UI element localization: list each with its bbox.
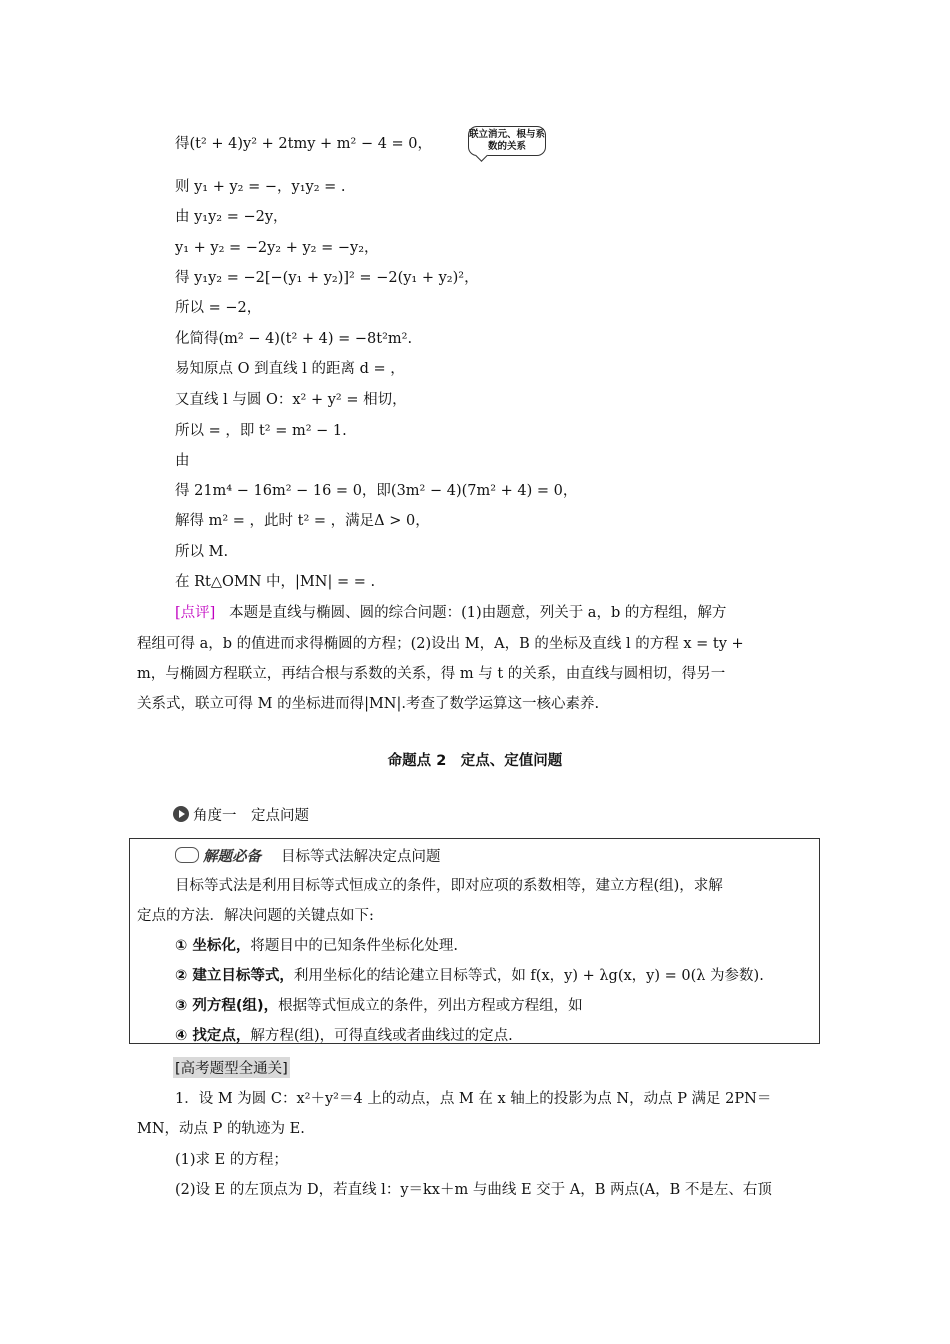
derivation-line: 所以 M. — [175, 544, 229, 560]
method-step-1 — [175, 936, 458, 956]
method-intro: 目标等式法是利用目标等式恒成立的条件，即对应项的系数相等，建立方程(组)，求解 — [175, 878, 723, 894]
play-icon — [173, 806, 189, 822]
derivation-line: 解得 m² = ，此时 t² = ，满足Δ > 0， — [175, 513, 430, 529]
method-step-3 — [175, 996, 583, 1016]
method-step-2 — [175, 966, 764, 986]
hand-icon — [175, 847, 199, 863]
section-title: 命题点 2 定点、定值问题 — [387, 753, 563, 769]
problem-line: MN，动点 P 的轨迹为 E. — [137, 1121, 305, 1137]
derivation-line: 所以 = ，即 t² = m² − 1. — [175, 423, 347, 439]
derivation-line: 由 — [175, 453, 190, 469]
angle-label: 角度一 定点问题 — [193, 808, 309, 824]
method-intro: 定点的方法．解决问题的关键点如下: — [137, 908, 374, 924]
angle-heading — [173, 804, 309, 825]
step-text: 将题目中的已知条件坐标化处理. — [250, 938, 458, 954]
derivation-line: 又直线 l 与圆 O：x² + y² = 相切， — [175, 392, 407, 408]
method-step-4 — [175, 1026, 513, 1046]
derivation-line: 则 y₁ + y₂ = −，y₁y₂ = . — [175, 179, 346, 195]
step-key: ② 建立目标等式， — [175, 968, 294, 984]
comment-text: 本题是直线与椭圆、圆的综合问题：(1)由题意，列关于 a，b 的方程组，解方 — [229, 605, 727, 621]
derivation-line: 在 Rt△OMN 中，|MN| = = . — [175, 574, 376, 590]
problem-question: (2)设 E 的左顶点为 D，若直线 l：y＝kx＋m 与曲线 E 交于 A，B 两点(A，B 不是左、右顶 — [175, 1182, 772, 1198]
derivation-line: 易知原点 O 到直线 l 的距离 d = ， — [175, 361, 405, 377]
method-box-header — [175, 845, 441, 866]
method-title: 目标等式法解决定点问题 — [281, 849, 441, 865]
comment-line: 关系式，联立可得 M 的坐标进而得|MN|.考查了数学运算这一核心素养. — [137, 696, 600, 712]
step-text: 利用坐标化的结论建立目标等式，如 f(x，y) + λg(x，y) = 0(λ 为参数). — [293, 968, 764, 984]
method-badge: 解题必备 — [203, 849, 261, 865]
comment-first-line — [175, 603, 726, 623]
comment-line: 程组可得 a，b 的值进而求得椭圆的方程；(2)设出 M，A，B 的坐标及直线 l 的方程 x = ty + — [137, 636, 744, 652]
derivation-line: 得 21m⁴ − 16m² − 16 = 0，即(3m² − 4)(7m² + 4) = 0， — [175, 483, 578, 499]
problem-question: (1)求 E 的方程； — [175, 1152, 288, 1168]
derivation-line: 所以 = −2， — [175, 300, 262, 316]
step-text: 解方程(组)，可得直线或者曲线过的定点. — [250, 1028, 513, 1044]
derivation-line: 得(t² + 4)y² + 2tmy + m² − 4 = 0， — [175, 136, 433, 152]
step-key: ④ 找定点， — [175, 1028, 251, 1044]
derivation-line: 由 y₁y₂ = −2y， — [175, 209, 288, 225]
derivation-line: 化简得(m² − 4)(t² + 4) = −8t²m². — [175, 331, 413, 347]
comment-line: m，与椭圆方程联立，再结合根与系数的关系，得 m 与 t 的关系，由直线与圆相切，得另一 — [137, 666, 726, 682]
derivation-line: y₁ + y₂ = −2y₂ + y₂ = −y₂， — [175, 240, 379, 256]
step-key: ③ 列方程(组)， — [175, 998, 279, 1014]
callout-bubble: 联立消元、根与系数的关系 — [468, 126, 546, 156]
derivation-line: 得 y₁y₂ = −2[−(y₁ + y₂)]² = −2(y₁ + y₂)²， — [175, 270, 479, 286]
step-text: 根据等式恒成立的条件，列出方程或方程组，如 — [278, 998, 583, 1014]
problem-line: 1．设 M 为圆 C：x²＋y²＝4 上的动点，点 M 在 x 轴上的投影为点 N，动点 P 满足 2PN＝ — [175, 1091, 772, 1107]
step-key: ① 坐标化， — [175, 938, 251, 954]
comment-tag: [点评] — [175, 605, 216, 621]
exam-tag: [高考题型全通关] — [173, 1057, 290, 1078]
